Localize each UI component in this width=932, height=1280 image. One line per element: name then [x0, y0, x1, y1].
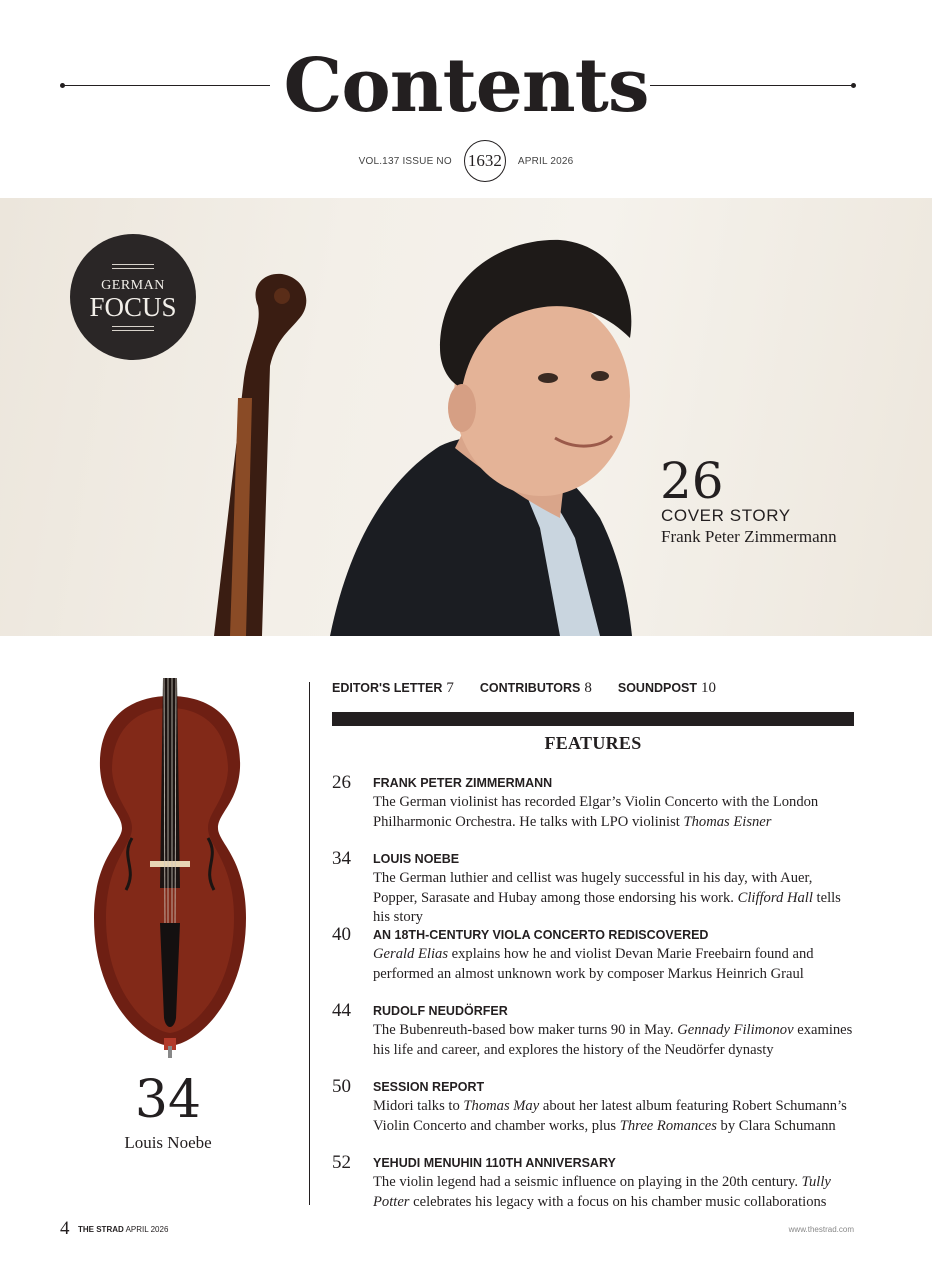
footer-magazine — [78, 1225, 168, 1234]
editors-letter-link[interactable] — [332, 679, 454, 697]
footer-date: APRIL 2026 — [125, 1225, 169, 1234]
feature-page: 40 — [332, 924, 351, 945]
issue-info — [0, 140, 932, 182]
section-label: SOUNDPOST — [617, 681, 698, 695]
louis-noebe-page: 34 — [134, 1070, 202, 1130]
features-heading: FEATURES — [544, 733, 642, 753]
author-name: Gennady Filimonov — [677, 1022, 794, 1038]
cover-story-page: 26 — [660, 452, 724, 510]
feature-title: SESSION REPORT — [373, 1080, 485, 1094]
description-text: The violin legend had a seismic influence on playing in the 20th century. — [373, 1174, 802, 1190]
author-name: Clifford Hall — [737, 889, 813, 906]
feature-title: RUDOLF NEUDÖRFER — [373, 1004, 508, 1018]
description-text: Midori talks to — [373, 1098, 464, 1114]
issue-number: 1632 — [464, 140, 506, 182]
feature-description — [373, 869, 857, 928]
description-text: about her latest album featuring Robert Schumann’s Violin Concerto and chamber works, plus — [373, 1098, 847, 1134]
author-name: Thomas May — [463, 1098, 540, 1114]
section-page: 10 — [701, 680, 717, 696]
description-text: examines his life and career, and explores the history of the Neudörfer dynasty — [373, 1022, 853, 1058]
louis-noebe-caption: Louis Noebe — [124, 1133, 212, 1152]
feature-page: 34 — [332, 848, 351, 869]
description-text: celebrates his legacy with a focus on his chamber music collaborations — [409, 1193, 827, 1210]
section-page: 7 — [446, 680, 454, 696]
magazine-name: THE STRAD — [78, 1225, 124, 1234]
author-name: Thomas Eisner — [683, 813, 772, 830]
feature-description — [373, 1173, 857, 1212]
feature-page: 26 — [332, 772, 351, 793]
feature-description — [373, 793, 857, 832]
feature-title: FRANK PETER ZIMMERMANN — [373, 776, 553, 790]
feature-page: 50 — [332, 1076, 351, 1097]
features-bar — [332, 712, 854, 726]
feature-description — [373, 1021, 857, 1060]
contributors-link[interactable] — [480, 679, 592, 697]
german-focus-badge — [70, 234, 196, 360]
feature-title: LOUIS NOEBE — [373, 852, 460, 866]
description-text: The German violinist has recorded Elgar’s Violin Concerto with the London Philharmonic Orchestra. He talks with LPO violinist — [373, 794, 819, 830]
badge-top-text: GERMAN — [101, 278, 165, 293]
cover-story-hero[interactable] — [0, 198, 932, 636]
author-name: Gerald Elias — [373, 946, 448, 962]
author-name: Tully Potter — [373, 1174, 831, 1210]
violin-scroll-icon — [214, 274, 306, 636]
section-label: CONTRIBUTORS — [479, 681, 581, 695]
feature-page: 44 — [332, 1000, 351, 1021]
description-text: explains how he and violist Devan Marie Freebairn found and performed an almost unknown work by composer Markus Heinrich Graul — [373, 946, 814, 982]
regular-sections — [332, 679, 716, 697]
author-name: Three Romances — [619, 1117, 717, 1134]
cover-story-label: COVER STORY — [661, 506, 791, 525]
website-link[interactable]: www.thestrad.com — [788, 1225, 854, 1234]
volume-label: VOL.137 ISSUE NO — [358, 155, 452, 167]
description-text: tells his story — [373, 889, 841, 925]
feature-page: 52 — [332, 1152, 351, 1173]
feature-description — [373, 945, 857, 984]
cover-story-name: Frank Peter Zimmermann — [661, 527, 837, 546]
section-label: EDITOR'S LETTER — [332, 681, 443, 695]
feature-title: YEHUDI MENUHIN 110TH ANNIVERSARY — [373, 1156, 616, 1170]
badge-bottom-text: FOCUS — [89, 292, 177, 322]
description-text: The Bubenreuth-based bow maker turns 90 in May. — [373, 1022, 678, 1038]
page-title: Contents — [283, 43, 649, 129]
issue-date: APRIL 2026 — [517, 155, 574, 167]
feature-title: AN 18TH-CENTURY VIOLA CONCERTO REDISCOVERED — [373, 928, 709, 942]
section-page: 8 — [584, 680, 592, 696]
description-text: by Clara Schumann — [716, 1117, 836, 1134]
title-rule-right — [650, 85, 854, 86]
soundpost-link[interactable] — [618, 679, 716, 697]
column-divider — [309, 682, 310, 1205]
cello-photo — [90, 678, 250, 1063]
page-number: 4 — [60, 1218, 70, 1239]
description-text: The German luthier and cellist was hugely successful in his day, with Auer, Popper, Sarasate and Hubay among those endorsing his work. — [373, 870, 813, 906]
feature-description — [373, 1097, 857, 1136]
